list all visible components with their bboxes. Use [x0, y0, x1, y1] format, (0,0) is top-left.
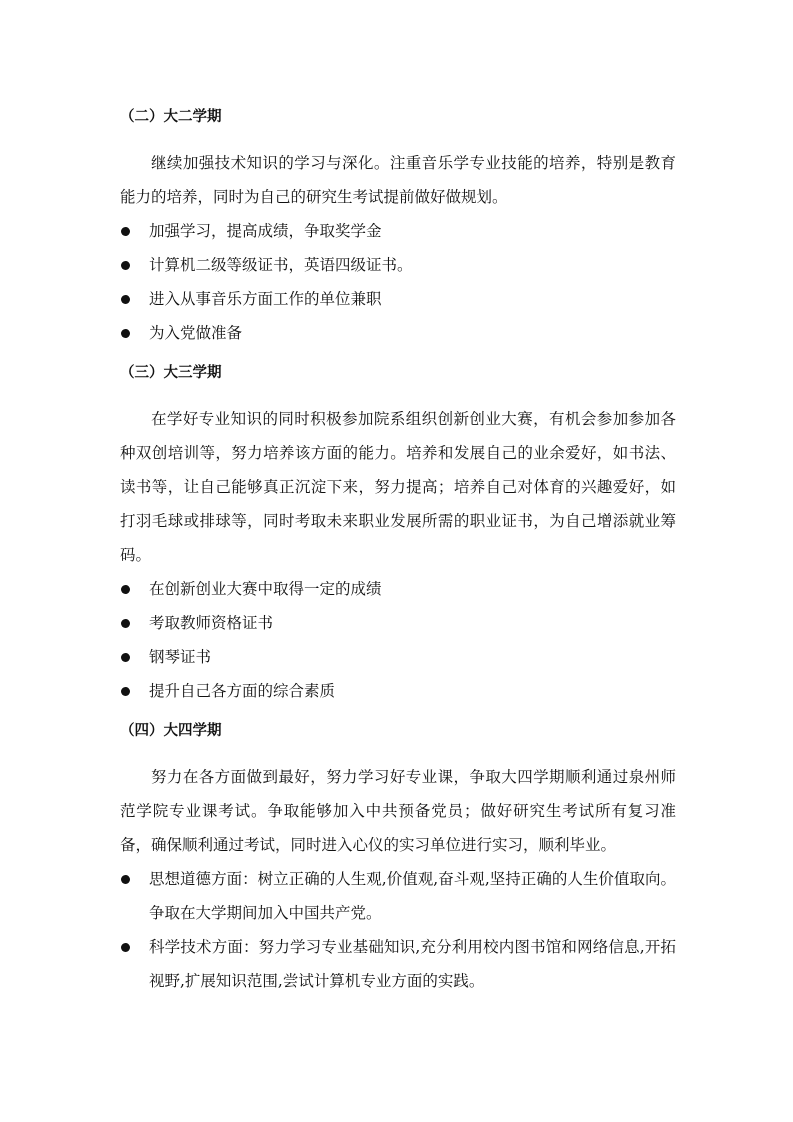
bullet-icon	[121, 227, 130, 236]
section-paragraph: 努力在各方面做到最好，努力学习好专业课，争取大四学期顺利通过泉州师范学院专业课考试。争取能够加入中共预备党员；做好研究生考试所有复习准备，确保顺利通过考试，同时进入心仪的实习单位进行实习，顺利毕业。	[120, 768, 676, 854]
section-heading: （二）大二学期	[120, 109, 222, 125]
bullet-text: 考取教师资格证书	[149, 614, 274, 632]
section-paragraph: 在学好专业知识的同时积极参加院系组织创新创业大赛，有机会参加参加各种双创培训等，努力培养该方面的能力。培养和发展自己的业余爱好，如书法、读书等，让自己能够真正沉淀下来，努力提高；培养自己对体育的兴趣爱好，如打羽毛球或排球等，同时考取未来职业发展所需的职业证书，为自己增添就业筹码。	[120, 410, 676, 564]
bullet-list	[120, 862, 676, 998]
bullet-text: 进入从事音乐方面工作的单位兼职	[149, 290, 382, 308]
section-year-two	[120, 102, 676, 350]
bullet-icon	[121, 687, 130, 696]
bullet-icon	[121, 261, 130, 270]
section-year-three	[120, 358, 676, 708]
bullet-icon	[121, 619, 130, 628]
bullet-icon	[121, 295, 130, 304]
bullet-list	[120, 214, 676, 350]
section-heading: （三）大三学期	[120, 365, 222, 381]
bullet-icon	[121, 943, 130, 952]
bullet-item	[120, 930, 676, 998]
bullet-text: 提升自己各方面的综合素质	[149, 682, 336, 700]
bullet-item	[120, 316, 676, 350]
bullet-text: 为入党做准备	[149, 324, 243, 342]
bullet-icon	[121, 329, 130, 338]
bullet-text: 思想道德方面：树立正确的人生观,价值观,奋斗观,坚持正确的人生价值取向。争取在大学期间加入中国共产党。	[149, 870, 676, 922]
bullet-text: 在创新创业大赛中取得一定的成绩	[149, 580, 382, 598]
bullet-list	[120, 572, 676, 708]
bullet-icon	[121, 875, 130, 884]
bullet-item	[120, 572, 676, 606]
bullet-text: 加强学习，提高成绩，争取奖学金	[149, 222, 382, 240]
bullet-text: 钢琴证书	[149, 648, 212, 666]
bullet-item	[120, 214, 676, 248]
section-paragraph: 继续加强技术知识的学习与深化。注重音乐学专业技能的培养，特别是教育能力的培养，同时为自己的研究生考试提前做好做规划。	[120, 154, 676, 206]
section-heading: （四）大四学期	[120, 723, 222, 739]
bullet-item	[120, 248, 676, 282]
bullet-item	[120, 674, 676, 708]
bullet-text: 科学技术方面：努力学习专业基础知识,充分利用校内图书馆和网络信息,开拓视野,扩展知识范围,尝试计算机专业方面的实践。	[149, 938, 676, 990]
bullet-text: 计算机二级等级证书，英语四级证书。	[149, 256, 413, 274]
bullet-item	[120, 606, 676, 640]
bullet-item	[120, 862, 676, 930]
bullet-icon	[121, 653, 130, 662]
bullet-icon	[121, 585, 130, 594]
bullet-item	[120, 640, 676, 674]
bullet-item	[120, 282, 676, 316]
document-body	[120, 102, 676, 998]
section-year-four	[120, 716, 676, 998]
